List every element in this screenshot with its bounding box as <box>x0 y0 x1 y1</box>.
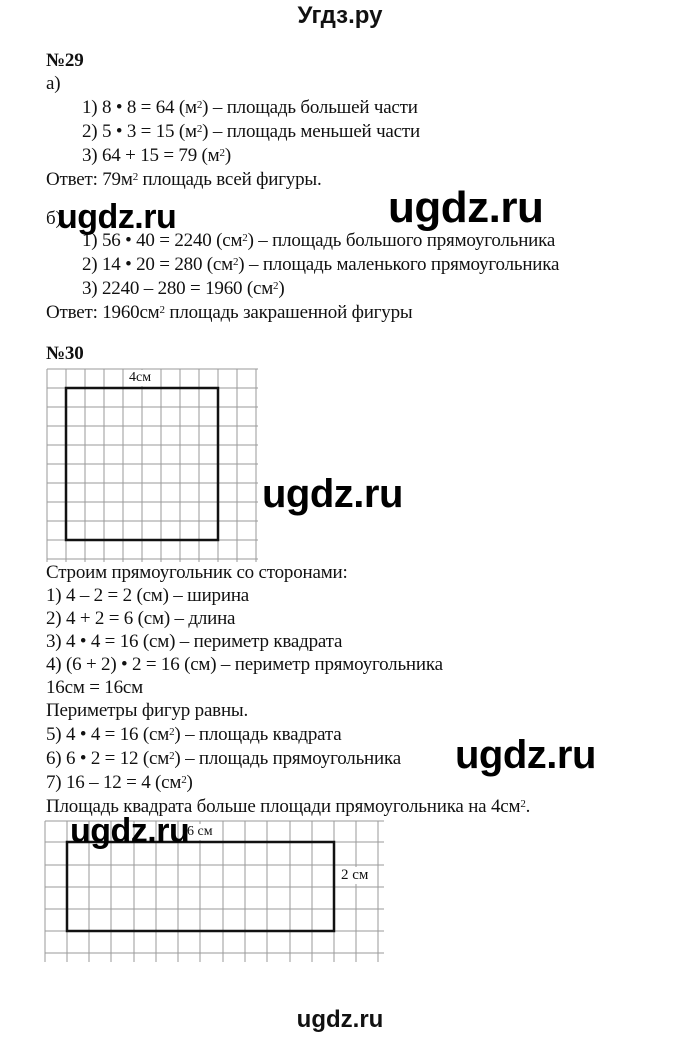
watermark: ugdz.ru <box>455 733 596 777</box>
task-30-step-6: 6) 6 • 2 = 12 $(см^2)$ – площадь прямоугольника <box>46 748 401 769</box>
watermark: ugdz.ru <box>388 183 544 232</box>
task-29-number: №29 <box>46 50 84 71</box>
rectangle-length-label: 6 см <box>187 824 213 839</box>
rectangle-width-label: 2 см <box>341 867 369 883</box>
watermark: ugdz.ru <box>57 198 177 236</box>
task-29b-step-1: 1) 56 • 40 = 2240 $(см^2)$ – площадь большого прямоугольника <box>82 230 556 251</box>
site-title: Угдз.ру <box>297 2 383 29</box>
task-30-step-7: 7) 16 – 12 = 4 $(см^2)$ <box>46 772 193 793</box>
task-29a-step-3: 3) 64 + 15 = 79 $(м^2)$ <box>82 145 231 166</box>
task-30-intro: Строим прямоугольник со сторонами: <box>46 562 348 583</box>
task-29a-step-2: 2) 5 • 3 = 15 $(м^2)$ – площадь меньшей части <box>82 121 420 142</box>
task-30-step-5: 5) 4 • 4 = 16 $(см^2)$ – площадь квадрата <box>46 724 342 745</box>
task-30-step-3: 3) 4 • 4 = 16 (см) – периметр квадрата <box>46 631 343 652</box>
task-29a-answer: Ответ: $79м^2$ площадь всей фигуры. <box>46 169 322 190</box>
task-30-step-1: 1) 4 – 2 = 2 (см) – ширина <box>46 585 250 606</box>
task-30-conclusion: Площадь квадрата больше площади прямоугольника на $4см^2$. <box>46 796 531 817</box>
task-30-number: №30 <box>46 343 84 364</box>
task-30-step-4: 4) (6 + 2) • 2 = 16 (см) – периметр прямоугольника <box>46 654 443 675</box>
task-29b-step-2: 2) 14 • 20 = 280 $(см^2)$ – площадь маленького прямоугольника <box>82 254 560 275</box>
task-30-perimeters-equal: Периметры фигур равны. <box>46 700 249 721</box>
task-29-part-a-label: а) <box>46 73 61 94</box>
task-29b-answer: Ответ: $1960см^2$ площадь закрашенной фигуры <box>46 302 413 323</box>
watermark: ugdz.ru <box>262 472 403 516</box>
square-side-label: 4см <box>129 370 152 385</box>
watermark: ugdz.ru <box>70 812 190 850</box>
task-30-step-2: 2) 4 + 2 = 6 (см) – длина <box>46 608 236 629</box>
task-29b-step-3: 3) 2240 – 280 = 1960 $(см^2)$ <box>82 278 285 299</box>
task-29a-step-1: 1) 8 • 8 = 64 $(м^2)$ – площадь большей части <box>82 97 418 118</box>
footer-watermark: ugdz.ru <box>296 1006 384 1033</box>
task-30-equality: 16см = 16см <box>46 677 143 698</box>
task-29-part-b-label: б) <box>46 208 62 229</box>
